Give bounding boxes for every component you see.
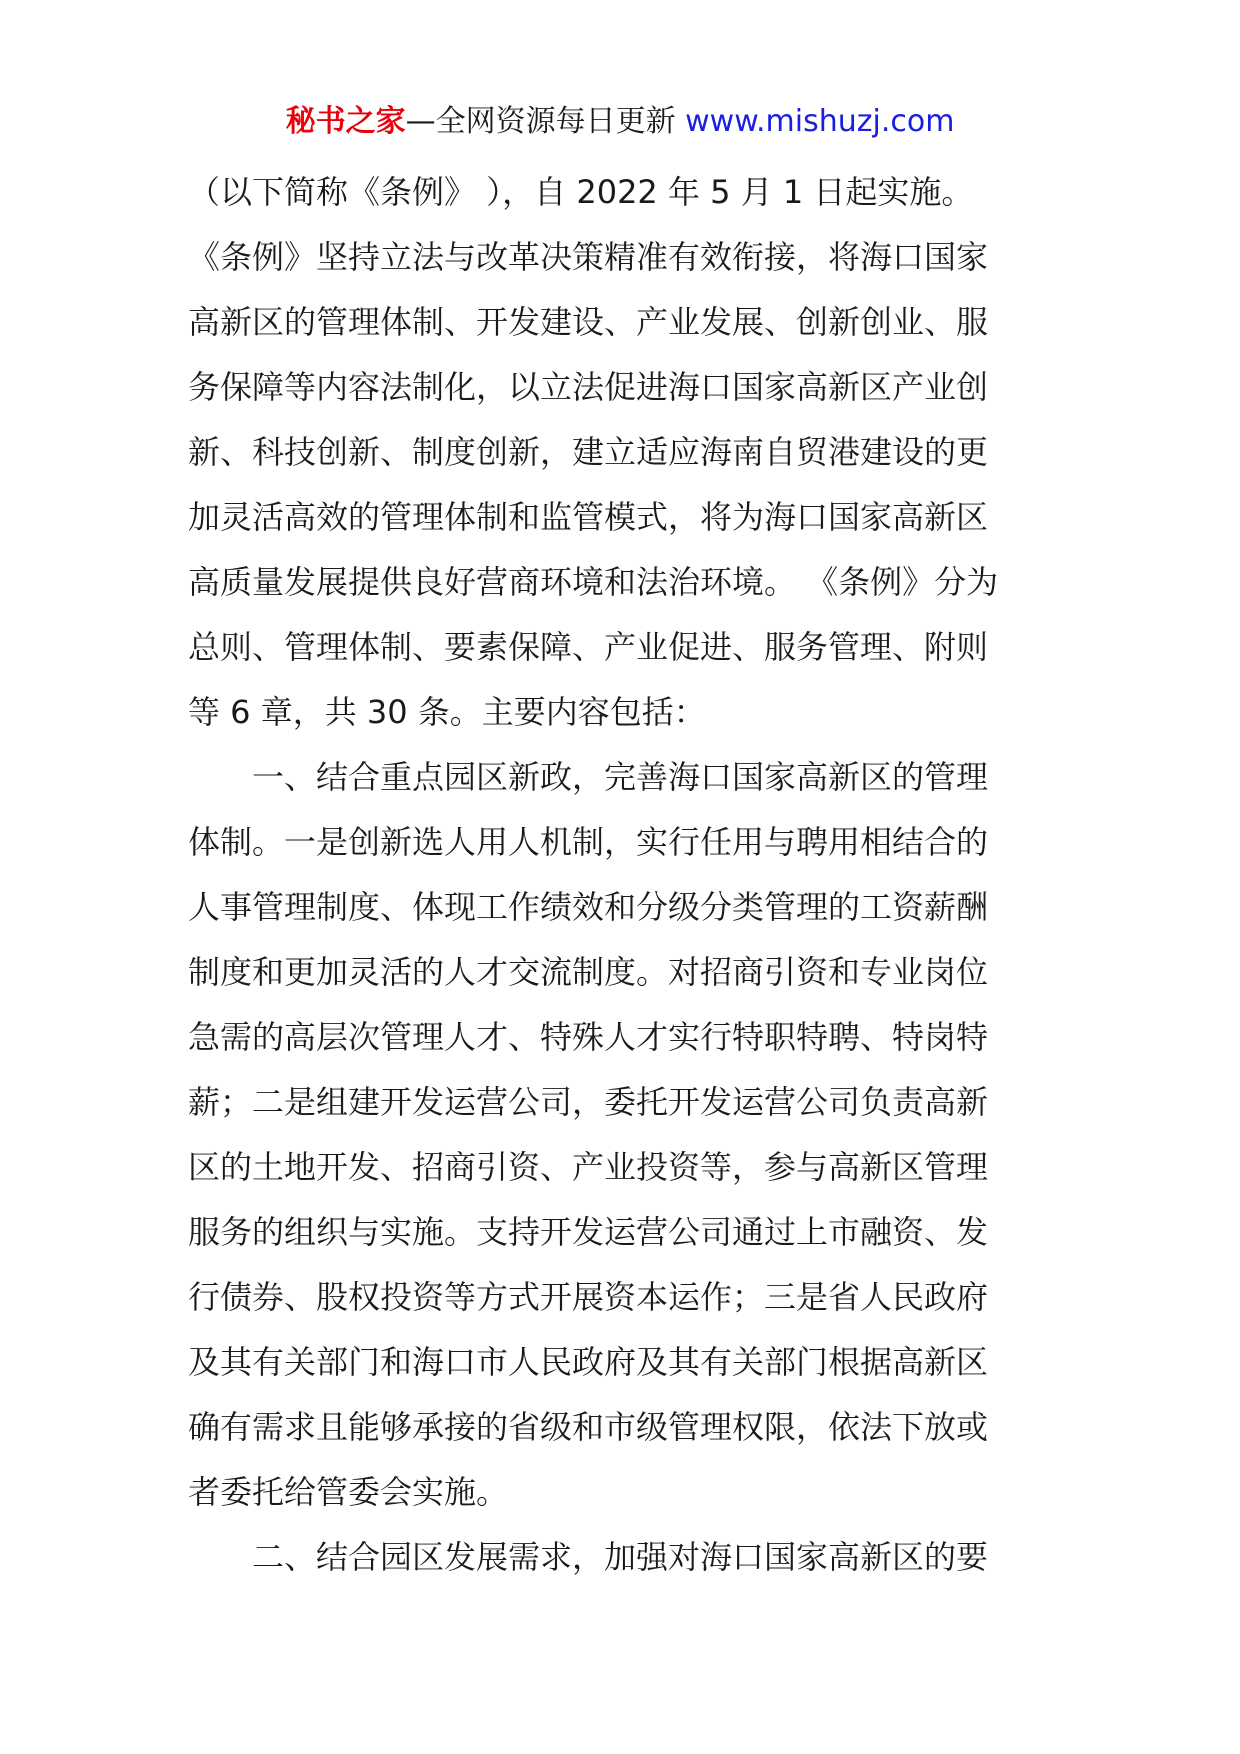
text-line: 服务的组织与实施。支持开发运营公司通过上市融资、发 xyxy=(188,1213,989,1251)
text-line: 加灵活高效的管理体制和监管模式，将为海口国家高新区 xyxy=(188,498,989,536)
text-line: 二、结合园区发展需求，加强对海口国家高新区的要 xyxy=(188,1538,989,1576)
text-line: 区的土地开发、招商引资、产业投资等，参与高新区管理 xyxy=(188,1148,989,1186)
site-brand: 秘书之家 xyxy=(285,104,406,139)
text-line: 确有需求且能够承接的省级和市级管理权限，依法下放或 xyxy=(188,1408,989,1446)
text-line: 《条例》坚持立法与改革决策精准有效衔接，将海口国家 xyxy=(188,238,989,276)
text-line: 一、结合重点园区新政，完善海口国家高新区的管理 xyxy=(188,758,989,796)
site-url-link[interactable]: www.mishuzj.com xyxy=(685,104,955,139)
text-line: 行债券、股权投资等方式开展资本运作；三是省人民政府 xyxy=(188,1278,989,1316)
text-line: 总则、管理体制、要素保障、产业促进、服务管理、附则 xyxy=(188,628,989,666)
text-line: 务保障等内容法制化，以立法促进海口国家高新区产业创 xyxy=(188,368,989,406)
text-line: 急需的高层次管理人才、特殊人才实行特职特聘、特岗特 xyxy=(188,1018,989,1056)
document-body xyxy=(188,160,1056,1590)
text-line: 者委托给管委会实施。 xyxy=(188,1473,509,1511)
text-line: 等 6 章，共 30 条。主要内容包括： xyxy=(188,693,706,731)
text-line: 人事管理制度、体现工作绩效和分级分类管理的工资薪酬 xyxy=(188,888,989,926)
text-line: 制度和更加灵活的人才交流制度。对招商引资和专业岗位 xyxy=(188,953,989,991)
site-header xyxy=(0,102,1240,142)
site-tagline: —全网资源每日更新 xyxy=(405,104,686,139)
text-line: 及其有关部门和海口市人民政府及其有关部门根据高新区 xyxy=(188,1343,989,1381)
text-line: 薪；二是组建开发运营公司，委托开发运营公司负责高新 xyxy=(188,1083,989,1121)
text-line: 新、科技创新、制度创新，建立适应海南自贸港建设的更 xyxy=(188,433,989,471)
text-line: 高新区的管理体制、开发建设、产业发展、创新创业、服 xyxy=(188,303,989,341)
text-line: 高质量发展提供良好营商环境和法治环境。 《条例》分为 xyxy=(188,563,999,601)
text-line: 体制。一是创新选人用人机制，实行任用与聘用相结合的 xyxy=(188,823,989,861)
text-line: （以下简称《条例》 ），自 2022 年 5 月 1 日起实施。 xyxy=(188,173,974,211)
